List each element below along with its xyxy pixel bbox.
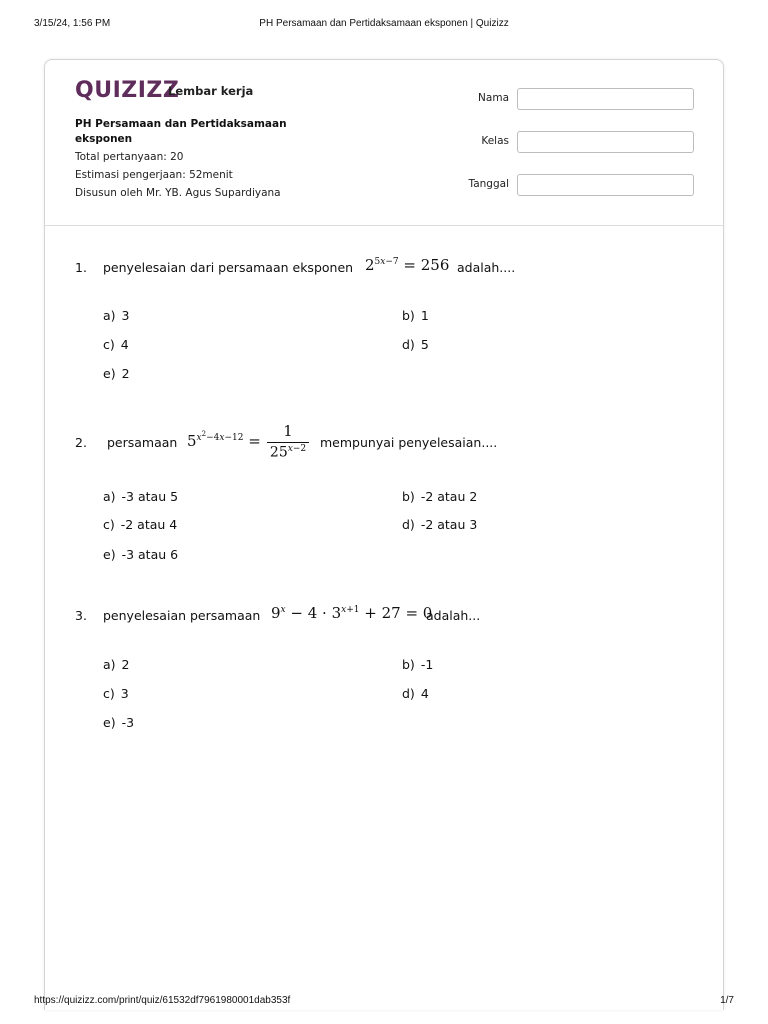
worksheet [44,59,724,1010]
option-a[interactable]: a) 2 [103,657,130,672]
estimated-time: Estimasi pengerjaan: 52menit [75,169,233,181]
question-number: 2. [75,435,87,450]
question-text: penyelesaian dari persamaan eksponen [103,260,354,275]
option-b[interactable]: b) -2 atau 2 [402,489,478,504]
question-formula: $9^x - 4 \cdot 3^{x+1} + 27 = 0$ [271,604,433,622]
class-field[interactable] [517,131,694,153]
fraction-bar [267,442,309,443]
option-b[interactable]: b) 1 [402,308,429,323]
total-questions: Total pertanyaan: 20 [75,151,184,163]
question-text-end: mempunyai penyelesaian.... [320,435,498,450]
option-b[interactable]: b) -1 [402,657,434,672]
print-footer [34,995,734,1009]
option-c[interactable]: c) -2 atau 4 [103,517,178,532]
option-d[interactable]: d) -2 atau 3 [402,517,478,532]
question-text-end: adalah.... [457,260,516,275]
print-header [34,18,734,32]
quizizz-logo: QUIZIZZ [75,78,180,103]
option-a[interactable]: a) 3 [103,308,130,323]
class-label: Kelas [481,135,509,147]
author: Disusun oleh Mr. YB. Agus Supardiyana [75,187,281,199]
quiz-title: PH Persamaan dan Pertidaksamaan eksponen [75,118,287,145]
sheet-type: Lembar kerja [168,84,254,98]
option-e[interactable]: e) -3 [103,715,135,730]
name-field[interactable] [517,88,694,110]
question-formula: $2^{5x-7} = 256$ [365,256,450,274]
option-d[interactable]: d) 4 [402,686,429,701]
option-c[interactable]: c) 4 [103,337,129,352]
print-url: https://quizizz.com/print/quiz/61532df7961980001dab353f [34,995,291,1006]
page-number: 1/7 [720,995,734,1006]
option-d[interactable]: d) 5 [402,337,429,352]
question-text: penyelesaian persamaan [103,608,261,623]
formula-numerator: 1 [283,422,293,440]
question-number: 1. [75,260,87,275]
print-title: PH Persamaan dan Pertidaksamaan eksponen | Quizizz [259,18,509,29]
formula-denominator: $25^{x-2}$ [269,444,307,461]
option-a[interactable]: a) -3 atau 5 [103,489,179,504]
worksheet-header [45,60,723,226]
question-formula-left: $5^{x^2-4x-12}$ = [187,430,261,450]
option-c[interactable]: c) 3 [103,686,129,701]
option-e[interactable]: e) 2 [103,366,130,381]
question-number: 3. [75,608,87,623]
question-text: persamaan [107,435,178,450]
name-label: Nama [478,92,509,104]
date-label: Tanggal [468,178,509,190]
option-e[interactable]: e) -3 atau 6 [103,547,179,562]
date-field[interactable] [517,174,694,196]
print-date: 3/15/24, 1:56 PM [34,18,111,29]
question-text-end: adalah... [426,608,481,623]
